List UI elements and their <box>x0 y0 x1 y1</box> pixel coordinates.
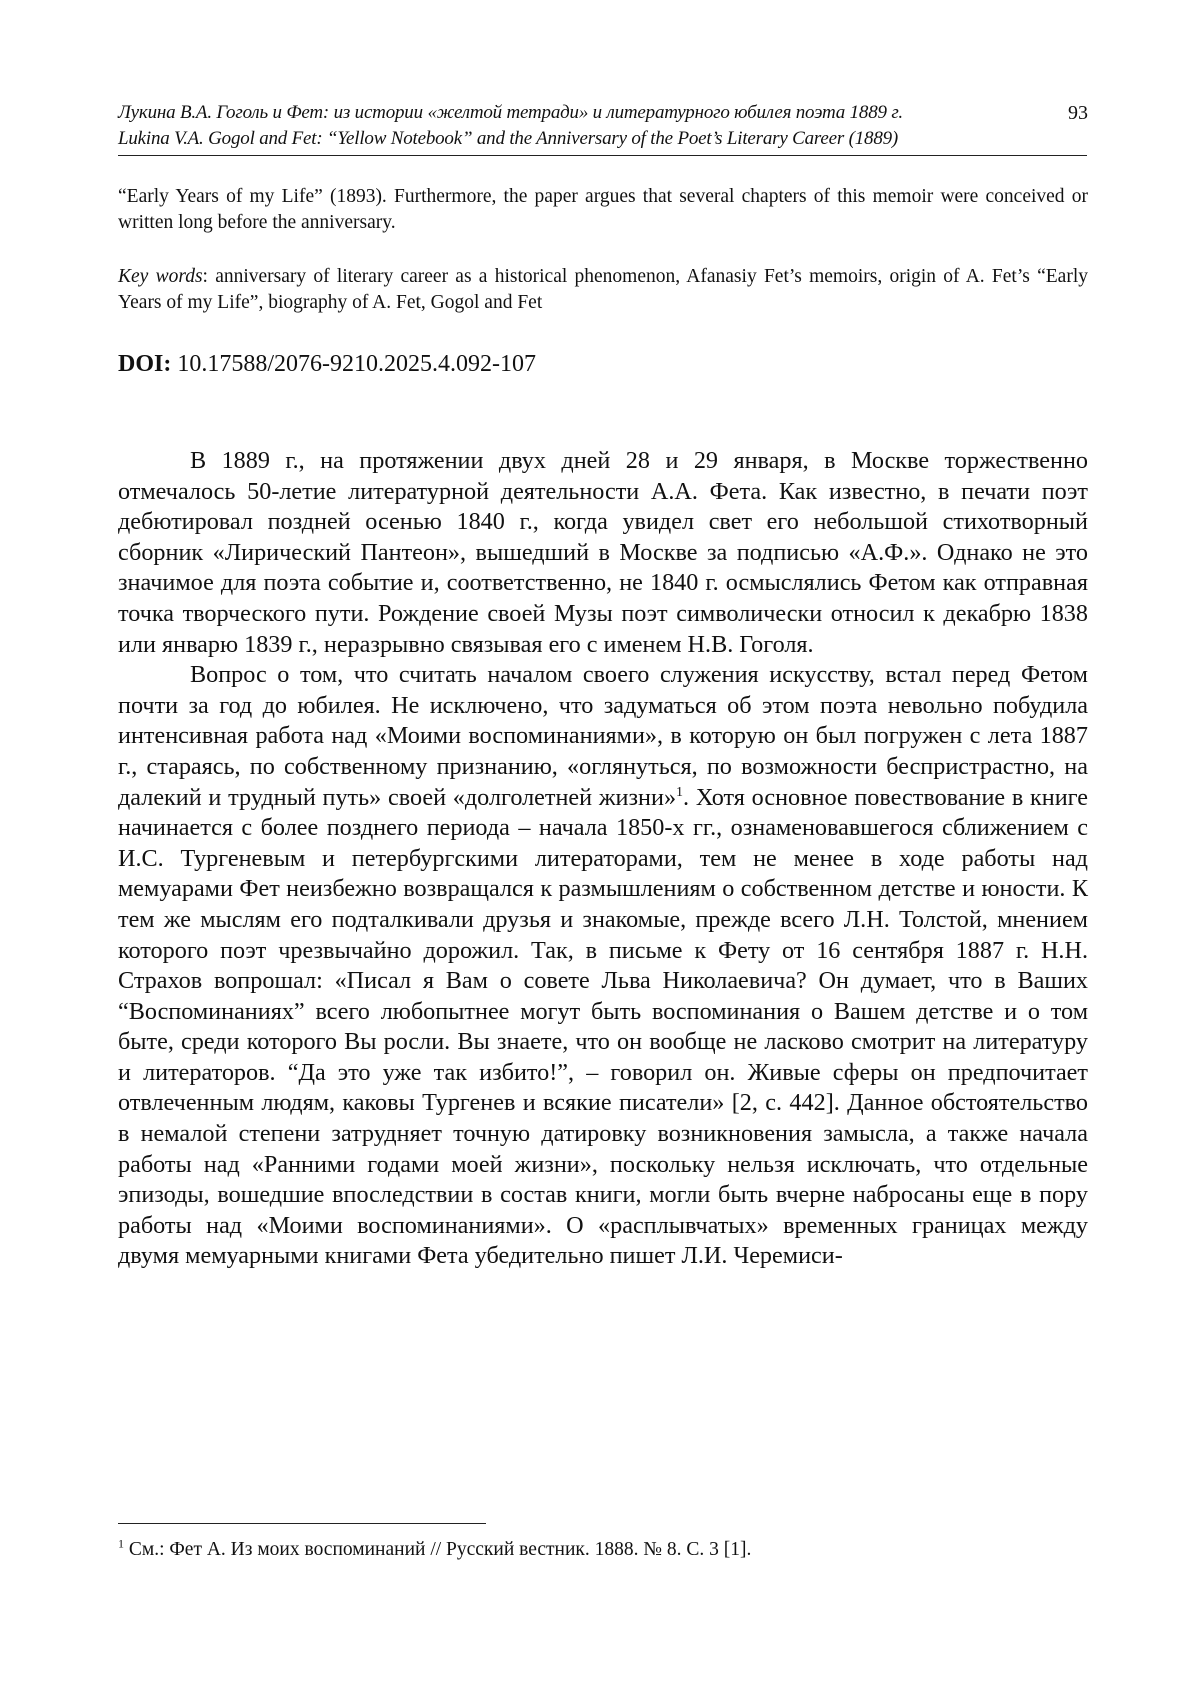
footnote <box>118 1537 1088 1563</box>
body-paragraph-1: В 1889 г., на протяжении двух дней 28 и 29 января, в Москве торжественно отмечалось 50-летие литературной деятельности А.А. Фета. Как известно, в печати поэт дебютировал поздней осенью 1840 г., когда увидел свет его небольшой стихотворный сборник «Лирический Пантеон», вышедший в Москве за подписью «А.Ф.». Однако не это значимое для поэта событие и, соответственно, не 1840 г. осмыслялись Фетом как отправная точка творческого пути. Рождение своей Музы поэт символически относил к декабрю 1838 или январю 1839 г., неразрывно связывая его с именем Н.В. Гоголя. <box>118 447 1088 658</box>
doi <box>118 349 536 379</box>
footnote-marker: 1 <box>118 1536 124 1551</box>
footnote-text: См.: Фет А. Из моих воспоминаний // Русский вестник. 1888. № 8. С. 3 [1]. <box>124 1539 752 1560</box>
body-paragraph-2-part-1: Вопрос о том, что считать началом своего служения искусству, встал перед Фетом почти за год до юбилея. Не исключено, что задуматься об этом поэта невольно побудила интенсивная работа над «Моими воспоминаниями», в которую он был погружен с лета 1887 г., стараясь, по собственному признанию, «оглянуться, по возможности беспристрастно, на далекий и трудный путь» своей «долголетней жизни» <box>118 661 1088 811</box>
keywords-label: Key words <box>118 266 203 287</box>
running-header <box>118 100 1088 152</box>
running-header-english: Lukina V.A. Gogol and Fet: “Yellow Notebook” and the Anniversary of the Poet’s Literary Career (1889) <box>118 128 899 149</box>
doi-value: 10.17588/2076-9210.2025.4.092-107 <box>177 351 536 377</box>
running-header-russian: Лукина В.А. Гоголь и Фет: из истории «желтой тетради» и литературного юбилея поэта 1889 г. <box>118 102 903 123</box>
page-number: 93 <box>1068 102 1088 124</box>
footnote-rule <box>118 1523 486 1524</box>
body-paragraph-2 <box>118 660 1088 1272</box>
footnote-reference[interactable]: 1 <box>676 784 684 800</box>
doi-label: DOI: <box>118 351 172 377</box>
header-rule <box>118 155 1087 156</box>
abstract-tail: “Early Years of my Life” (1893). Furthermore, the paper argues that several chapters of this memoir were conceived or written long before the anniversary. <box>118 186 1088 233</box>
keywords <box>118 264 1088 316</box>
article-body <box>118 446 1088 1272</box>
body-paragraph-2-part-2: . Хотя основное повествование в книге начинается с более позднего периода – начала 1850-х гг., ознаменовавшегося сближением с И.С. Тургеневым и петербургскими литераторами, тем не менее в ходе работы над мемуарами Фет неизбежно возвращался к размышлениям о собственном детстве и юности. К тем же мыслям его подталкивали друзья и знакомые, прежде всего Л.Н. Толстой, мнением которого поэт чрезвычайно дорожил. Так, в письме к Фету от 16 сентября 1887 г. Н.Н. Страхов вопрошал: «Писал я Вам о совете Льва Николаевича? Он думает, что в Ваших “Воспоминаниях” всего любопытнее могут быть воспоминания о Вашем детстве и о том быте, среди которого Вы росли. Вы знаете, что он вообще не ласково смотрит на литературу и литераторов. “Да это уже так избито!”, – говорил он. Живые сферы он предпочитает отвлеченным людям, каковы Тургенев и всякие писатели» [2, с. 442]. Данное обстоятельство в немалой степени затрудняет точную датировку возникновения замысла, а также начала работы над «Ранними годами моей жизни», поскольку нельзя исключать, что отдельные эпизоды, вошедшие впоследствии в состав книги, могли быть вчерне набросаны еще в пору работы над «Моими воспоминаниями». О «расплывчатых» временных границах между двумя мемуарными книгами Фета убедительно пишет Л.И. Черемиси- <box>118 783 1088 1270</box>
keywords-text: : anniversary of literary career as a historical phenomenon, Afanasiy Fet’s memoirs, origin of A. Fet’s “Early Years of my Life”, biography of A. Fet, Gogol and Fet <box>118 266 1088 313</box>
